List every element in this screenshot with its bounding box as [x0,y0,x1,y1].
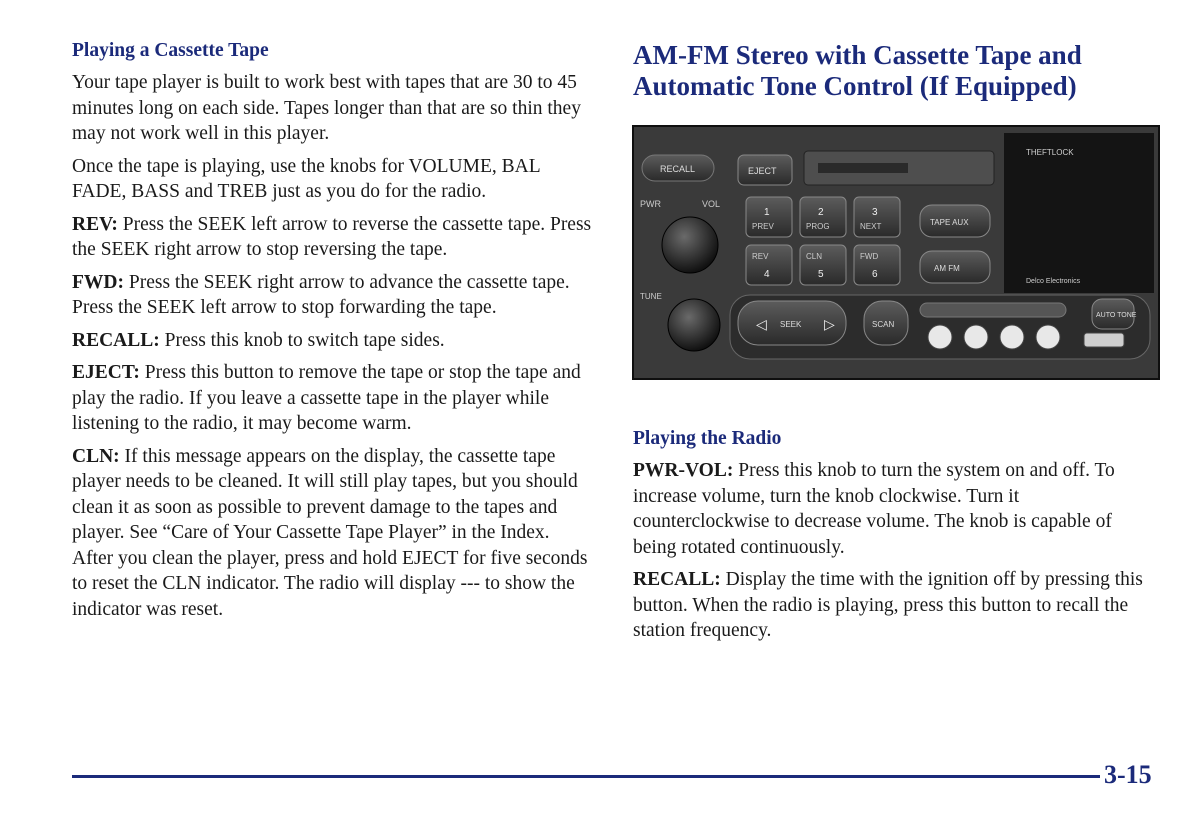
recall-tape-term: RECALL: [72,329,160,351]
svg-text:TAPE AUX: TAPE AUX [930,218,969,227]
tune-knob[interactable] [668,299,720,351]
seek-button[interactable] [738,301,846,345]
preset-4-button[interactable] [746,245,792,285]
fwd-term: FWD: [72,271,124,293]
cln-paragraph [72,444,592,623]
recall-radio-text: Display the time with the ignition off by pressing this button. When the radio is playing, press this button to recall the station frequency. [633,569,1143,641]
vol-label: VOL [702,199,721,209]
svg-text:REV: REV [752,252,769,261]
theftlock-label: THEFTLOCK [1026,148,1074,157]
recall-button-label: RECALL [660,164,696,174]
tone-knob-3[interactable] [1000,325,1024,349]
svg-text:CLN: CLN [806,252,823,261]
recall-tape-text: Press this knob to switch tape sides. [159,329,445,351]
eject-term: EJECT: [72,362,140,383]
preset-3-button[interactable] [854,197,900,237]
recall-radio-paragraph [633,567,1153,644]
tape-aux-button[interactable] [920,205,990,237]
tone-knob-2[interactable] [964,325,988,349]
tone-knob-4[interactable] [1036,325,1060,349]
svg-text:SEEK: SEEK [780,320,802,329]
cassette-intro: Your tape player is built to work best with tapes that are 30 to 45 minutes long on each side. Tapes longer than that are so thin they may not work well in this player. [72,72,581,144]
svg-text:AUTO TONE: AUTO TONE [1096,312,1137,319]
svg-text:◁: ◁ [756,317,767,333]
eject-button-label: EJECT [748,166,777,176]
svg-text:PREV: PREV [752,222,774,231]
right-column [633,40,1153,102]
eject-text: Press this button to remove the tape or stop the tape and play the radio. If you leave a cassette tape in the player while listening to the radio, it may become warm. [72,362,581,434]
preset-1-button[interactable] [746,197,792,237]
fwd-text: Press the SEEK right arrow to advance the cassette tape. Press the SEEK left arrow to stop forwarding the tape. [72,271,570,318]
fwd-paragraph [72,270,592,321]
recall-tape-paragraph [72,328,592,354]
preset-2-button[interactable] [800,197,846,237]
tune-label: TUNE [640,292,662,301]
rev-text: Press the SEEK left arrow to reverse the cassette tape. Press the SEEK right arrow to stop reversing the tape. [72,213,592,260]
svg-text:SCAN: SCAN [872,320,895,329]
auto-tone-button[interactable] [1092,299,1137,329]
svg-text:1: 1 [764,207,770,218]
svg-text:2: 2 [818,207,824,218]
pwr-vol-knob[interactable] [662,217,718,273]
pwr-vol-paragraph [633,458,1153,560]
pwr-label: PWR [640,199,661,209]
preset-5-button[interactable] [800,245,846,285]
svg-text:6: 6 [872,269,878,280]
footer-rule [72,775,1100,778]
svg-text:3: 3 [872,207,878,218]
radio-section [633,428,1153,651]
tone-knob-1[interactable] [928,325,952,349]
cln-text: If this message appears on the display, the cassette tape player needs to be cleaned. It will still play tapes, but you should clean it as soon as possible to prevent damage to the tapes and player. See “Care of Your Cassette Tape Player” in the Index. After you clean the player, press and hold EJECT for five seconds to reset the CLN indicator. The radio will display --- to show the indicator was reset. [72,445,588,620]
section-title: AM-FM Stereo with Cassette Tape and Automatic Tone Control (If Equipped) [633,40,1082,101]
brand-label: Delco Electronics [1026,278,1081,285]
svg-text:▷: ▷ [824,317,835,333]
svg-text:NEXT: NEXT [860,222,882,231]
cassette-heading: Playing a Cassette Tape [72,40,269,61]
cassette-knobs-paragraph: Once the tape is playing, use the knobs for VOLUME, BAL FADE, BASS and TREB just as you do for the radio. [72,155,540,202]
pwr-vol-term: PWR-VOL: [633,460,734,481]
recall-radio-term: RECALL: [633,569,721,590]
svg-text:PROG: PROG [806,222,830,231]
eject-paragraph [72,360,592,437]
svg-text:AM FM: AM FM [934,264,960,273]
am-fm-button[interactable] [920,251,990,283]
page-number: 3-15 [1104,760,1152,789]
svg-text:5: 5 [818,269,824,280]
radio-illustration [632,125,1160,380]
left-column [72,40,592,629]
radio-heading: Playing the Radio [633,428,782,449]
svg-text:4: 4 [764,269,770,280]
rev-term: REV: [72,213,118,235]
svg-text:FWD: FWD [860,252,879,261]
cln-term: CLN: [72,445,120,467]
pwr-vol-text: Press this knob to turn the system on and off. To increase volume, turn the knob clockwise. Turn it counterclockwise to decrease volume. The knob is capable of being rotated continuously. [633,460,1115,558]
scan-button[interactable] [864,301,908,345]
radio-faceplate-image [634,127,1158,378]
preset-6-button[interactable] [854,245,900,285]
rev-paragraph [72,212,592,263]
